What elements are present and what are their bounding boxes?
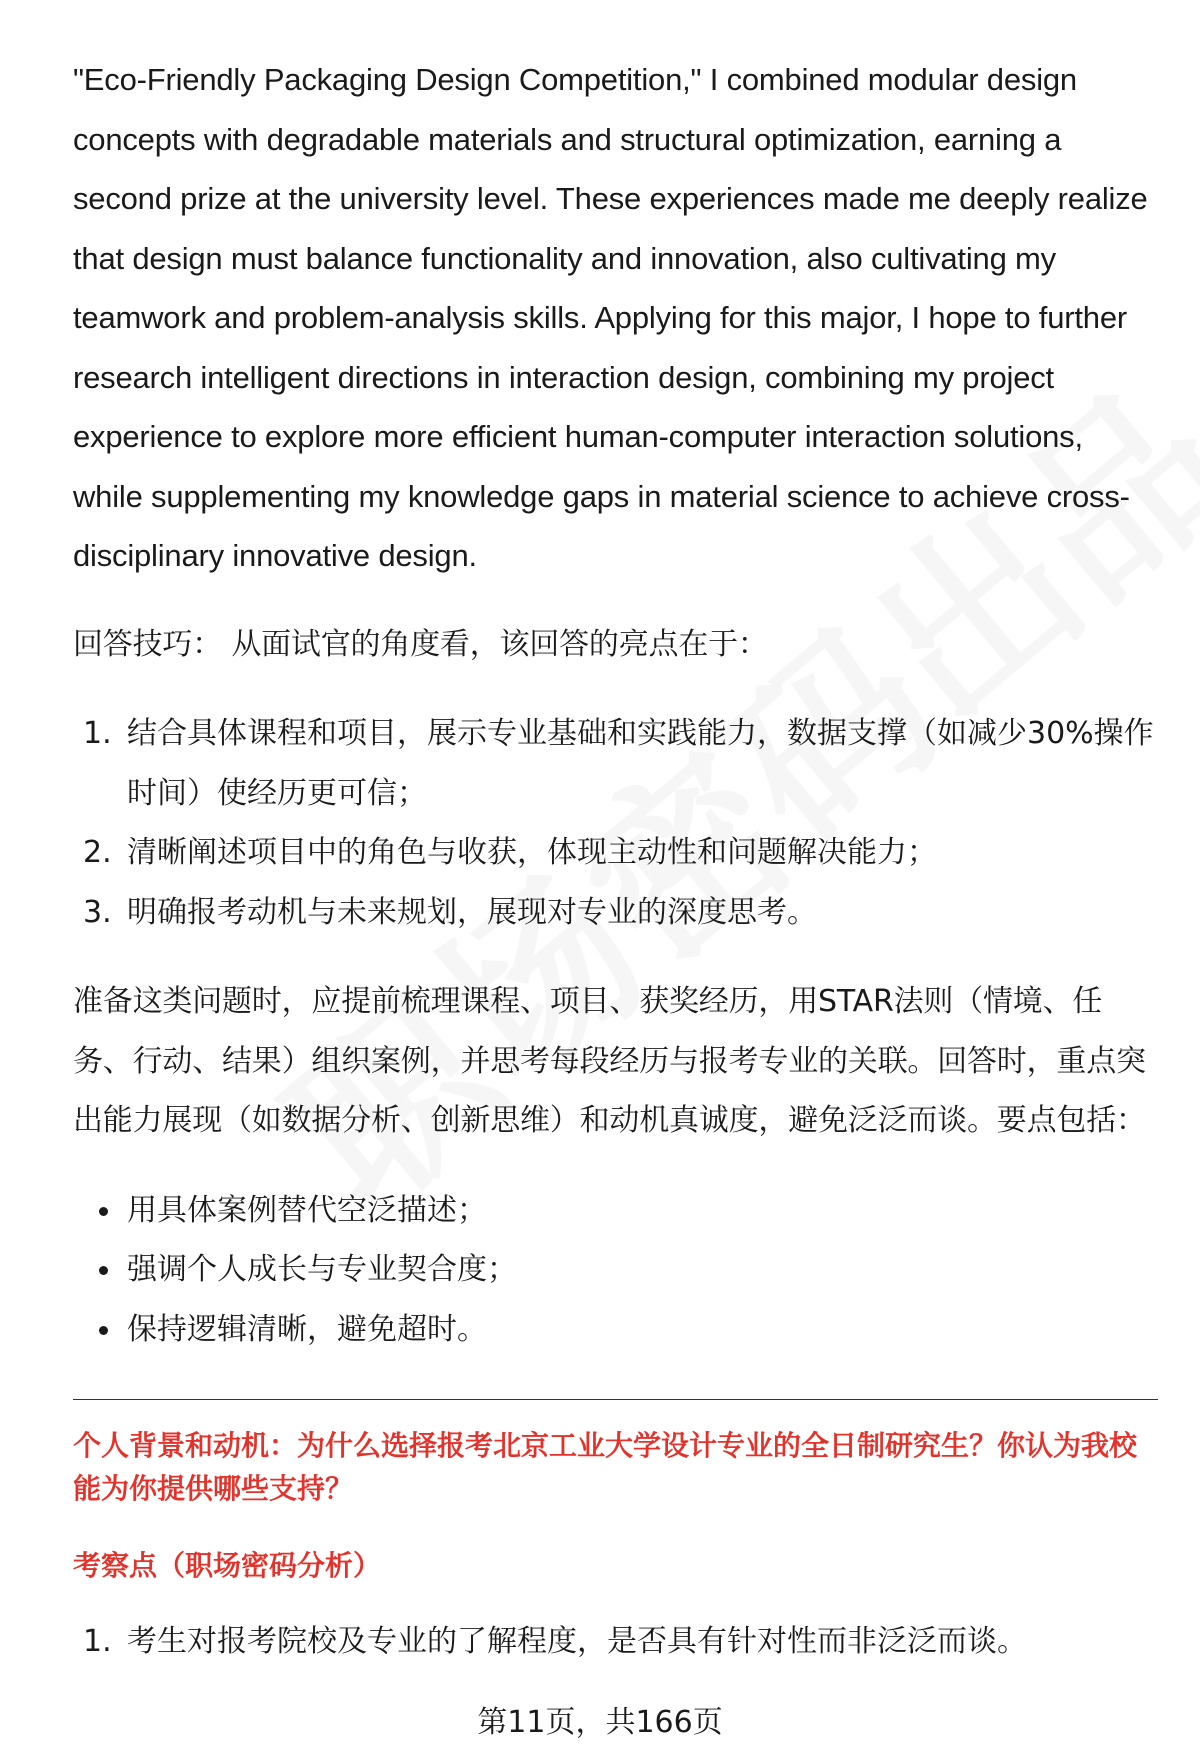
list-item — [73, 1240, 1158, 1300]
bullet-icon — [99, 1326, 108, 1335]
prep-paragraph: 准备这类问题时，应提前梳理课程、项目、获奖经历，用STAR法则（情境、任务、行动、结果）组织案例，并思考每段经历与报考专业的关联。回答时，重点突出能力展现（如数据分析、创新思维）和动机真诚度，避免泛泛而谈。要点包括： — [73, 984, 1146, 1138]
list-item-text: 清晰阐述项目中的角色与收获，体现主动性和问题解决能力； — [127, 835, 937, 870]
list-item-number: 2. — [83, 835, 112, 870]
list-item-text: 明确报考动机与未来规划，展现对专业的深度思考。 — [127, 894, 817, 930]
list-item-text: 保持逻辑清晰，避免超时。 — [127, 1311, 487, 1347]
list-item-text: 用具体案例替代空泛描述； — [127, 1192, 487, 1228]
list-item-text: 结合具体课程和项目，展示专业基础和实践能力，数据支撑（如减少30%操作时间）使经历更可信； — [127, 716, 1154, 811]
list-item-text: 考生对报考院校及专业的了解程度，是否具有针对性而非泛泛而谈。 — [127, 1624, 1027, 1659]
list-item — [73, 823, 1158, 883]
list-item-number: 3. — [83, 894, 112, 930]
section-heading: 考察点（职场密码分析） — [73, 1549, 382, 1582]
bullet-icon — [99, 1207, 108, 1216]
tips-list — [73, 704, 1158, 942]
intro-paragraph: "Eco-Friendly Packaging Design Competition," I combined modular design concepts with degradable materials and structural optimization, earning a second prize at the university level. These experiences made me deeply realize that design must balance functionality and innovation, also cultivating my teamwork and problem-analysis skills. Applying for this major, I hope to further research intelligent directions in interaction design, combining my project experience to explore more efficient human-computer interaction solutions, while supplementing my knowledge gaps in material science to achieve cross-disciplinary innovative design. — [73, 62, 1148, 573]
list-item — [73, 1300, 1158, 1360]
document-page — [73, 50, 1158, 1667]
list-item — [73, 704, 1158, 823]
tips-label: 回答技巧： 从面试官的角度看，该回答的亮点在于： — [73, 626, 768, 662]
section-divider — [73, 1399, 1158, 1400]
list-item-number: 1. — [83, 716, 112, 751]
list-item-number: 1. — [83, 1624, 112, 1659]
list-item — [73, 1181, 1158, 1241]
page-footer: 第11页，共166页 — [477, 1705, 723, 1740]
key-points-list — [73, 1181, 1158, 1360]
list-item-text: 强调个人成长与专业契合度； — [127, 1252, 517, 1287]
assessment-list — [73, 1617, 1158, 1667]
bullet-icon — [99, 1266, 108, 1275]
list-item — [73, 1617, 1158, 1667]
list-item — [73, 883, 1158, 943]
question-title: 个人背景和动机：为什么选择报考北京工业大学设计专业的全日制研究生？你认为我校能为你提供哪些支持？ — [73, 1429, 1138, 1505]
